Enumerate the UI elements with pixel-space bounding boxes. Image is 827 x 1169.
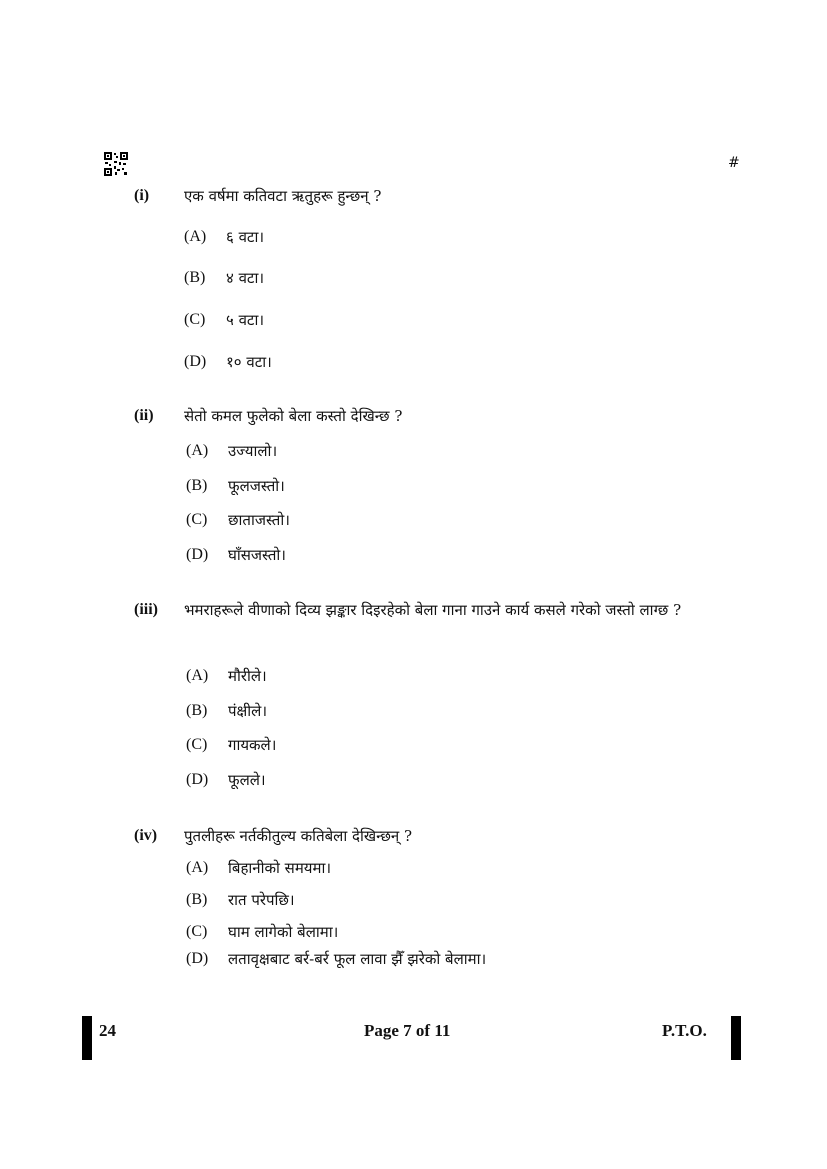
option-text: घाँसजस्तो। bbox=[228, 546, 286, 564]
question-text: भमराहरूले वीणाको दिव्य झङ्कार दिइरहेको बेला गाना गाउने कार्य कसले गरेको जस्तो लाग्छ ? bbox=[184, 601, 682, 619]
question-number: (iv) bbox=[134, 827, 158, 844]
option-label: (D) bbox=[186, 950, 209, 967]
option-text: ६ वटा। bbox=[226, 228, 265, 246]
option-text: फूलजस्तो। bbox=[228, 477, 285, 495]
option-text: ५ वटा। bbox=[226, 311, 265, 329]
qr-code-icon bbox=[104, 152, 128, 176]
option-label: (B) bbox=[186, 477, 208, 494]
option-label: (A) bbox=[186, 859, 209, 876]
option-label: (B) bbox=[186, 891, 208, 908]
footer-code: 24 bbox=[99, 1021, 116, 1040]
option-label: (C) bbox=[186, 511, 208, 528]
option-text: मौरीले। bbox=[228, 667, 267, 685]
page-number: Page 7 of 11 bbox=[364, 1021, 451, 1040]
question-text: पुतलीहरू नर्तकीतुल्य कतिबेला देखिन्छन् ? bbox=[184, 827, 413, 845]
option-label: (C) bbox=[184, 311, 206, 328]
question-text: सेतो कमल फुलेको बेला कस्तो देखिन्छ ? bbox=[184, 407, 403, 425]
option-label: (C) bbox=[186, 923, 208, 940]
option-text: १० वटा। bbox=[226, 353, 272, 371]
option-text: लतावृक्षबाट बर्र-बर्र फूल लावा झैँ झरेको बेलामा। bbox=[228, 950, 487, 968]
footer-left-bar bbox=[82, 1016, 92, 1060]
option-text: बिहानीको समयमा। bbox=[228, 859, 332, 877]
option-label: (A) bbox=[186, 442, 209, 459]
option-label: (A) bbox=[186, 667, 209, 684]
question-number: (ii) bbox=[134, 407, 154, 424]
option-label: (D) bbox=[184, 353, 207, 370]
option-label: (B) bbox=[184, 269, 206, 286]
question-number: (i) bbox=[134, 187, 150, 204]
option-label: (A) bbox=[184, 228, 207, 245]
option-label: (C) bbox=[186, 736, 208, 753]
option-text: घाम लागेको बेलामा। bbox=[228, 923, 339, 941]
option-text: पंक्षीले। bbox=[228, 702, 268, 720]
option-label: (D) bbox=[186, 771, 209, 788]
option-text: ४ वटा। bbox=[226, 269, 265, 287]
footer-right-bar bbox=[731, 1016, 741, 1060]
option-text: रात परेपछि। bbox=[228, 891, 295, 909]
option-text: छाताजस्तो। bbox=[228, 511, 290, 529]
page-hash-mark: # bbox=[728, 155, 740, 171]
option-text: उज्यालो। bbox=[228, 442, 278, 460]
please-turn-over: P.T.O. bbox=[662, 1021, 707, 1040]
option-text: फूलले। bbox=[228, 771, 266, 789]
option-label: (D) bbox=[186, 546, 209, 563]
question-number: (iii) bbox=[134, 601, 158, 618]
option-text: गायकले। bbox=[228, 736, 277, 754]
option-label: (B) bbox=[186, 702, 208, 719]
question-text: एक वर्षमा कतिवटा ऋतुहरू हुन्छन् ? bbox=[184, 187, 382, 205]
